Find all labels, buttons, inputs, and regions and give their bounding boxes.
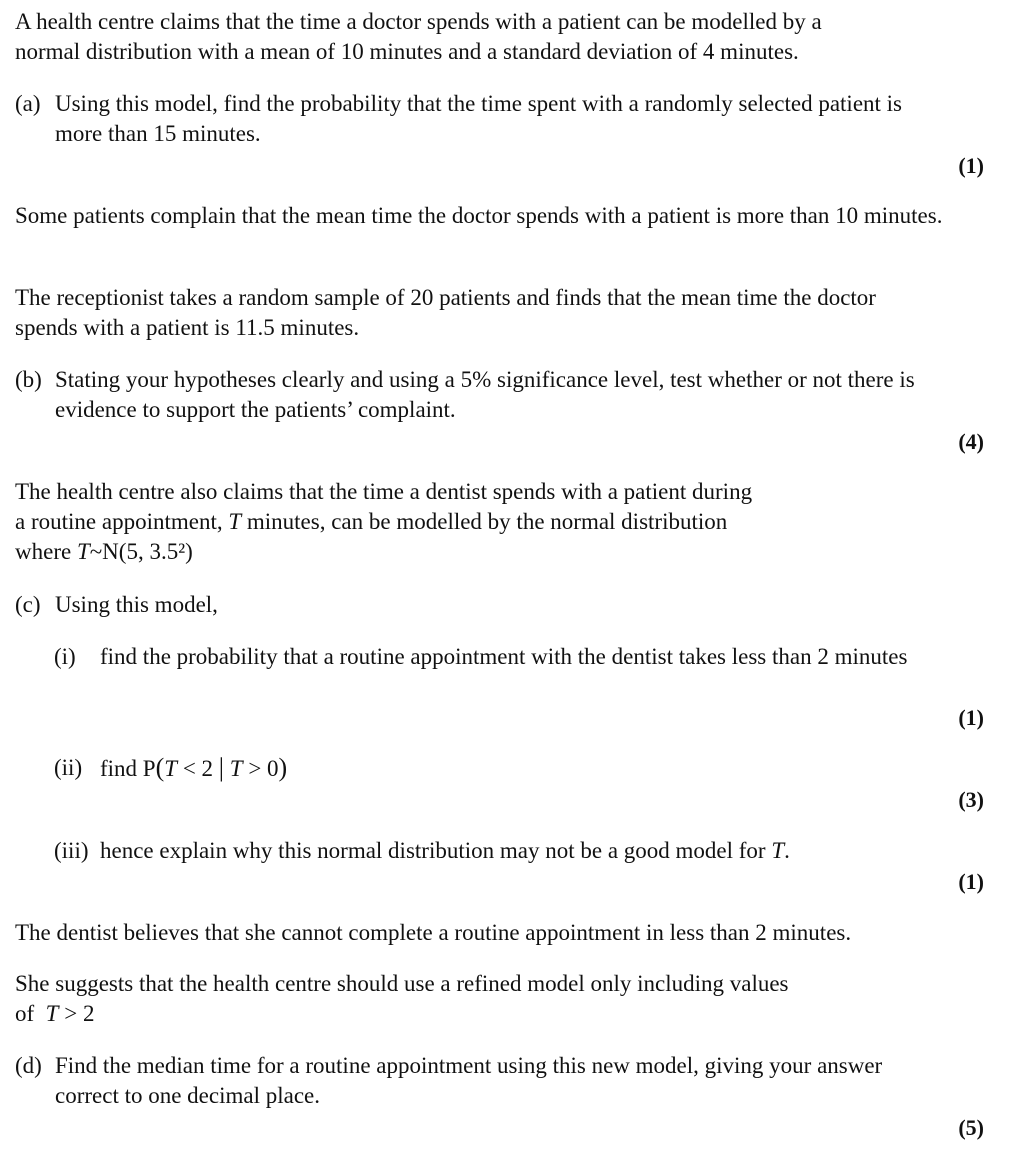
part-a-label: (a) — [15, 91, 41, 116]
part-b-label: (b) — [15, 367, 42, 392]
part-c-iii-text: hence explain why this normal distribution may not be a good model for T. — [100, 838, 790, 863]
part-a-marks: (1) — [958, 153, 984, 178]
part-b-text: Stating your hypotheses clearly and using a 5% significance level, test whether or not there is evidence to support the patients’ complaint. — [55, 367, 915, 422]
intro-line-1: A health centre claims that the time a doctor spends with a patient can be modelled by a — [15, 9, 822, 34]
dentist-claim-line-3: where T~N(5, 3.5²) — [15, 539, 193, 564]
part-a-text: Using this model, find the probability that the time spent with a randomly selected patient is more than 15 minutes. — [55, 91, 903, 146]
part-d — [15, 1051, 925, 1111]
part-c-iii — [15, 836, 1005, 866]
belief-text: The dentist believes that she cannot complete a routine appointment in less than 2 minutes. — [15, 920, 852, 945]
part-a — [15, 89, 915, 149]
suggestion-line-1: She suggests that the health centre should use a refined model only including values — [15, 971, 789, 996]
part-c-i — [15, 642, 940, 672]
dentist-claim-line-1: The health centre also claims that the time a dentist spends with a patient during — [15, 479, 753, 504]
part-c-iii-marks: (1) — [958, 869, 984, 894]
complaint-paragraph — [15, 201, 950, 231]
part-c — [15, 590, 1005, 620]
part-c-ii-text: find P(T < 2 | T > 0) — [100, 753, 288, 782]
intro-line-2: normal distribution with a mean of 10 minutes and a standard deviation of 4 minutes. — [15, 39, 799, 64]
suggestion-paragraph — [15, 969, 1005, 1029]
part-c-label: (c) — [15, 592, 41, 617]
dentist-claim-paragraph — [15, 477, 1005, 567]
part-c-iii-label: (iii) — [54, 838, 89, 863]
part-d-marks: (5) — [958, 1115, 984, 1140]
part-c-i-marks: (1) — [958, 705, 984, 730]
suggestion-line-2: of T > 2 — [15, 1001, 95, 1026]
part-b-marks: (4) — [958, 429, 984, 454]
part-c-text: Using this model, — [55, 592, 218, 617]
complaint-text: Some patients complain that the mean time the doctor spends with a patient is more than 10 minutes. — [15, 203, 943, 228]
part-d-label: (d) — [15, 1053, 42, 1078]
part-c-ii — [15, 753, 1005, 784]
part-c-ii-label: (ii) — [54, 755, 83, 780]
part-c-i-text: find the probability that a routine appointment with the dentist takes less than 2 minutes — [100, 644, 908, 669]
sample-text: The receptionist takes a random sample of 20 patients and finds that the mean time the doctor spends with a patient is 11.5 minutes. — [15, 285, 876, 340]
part-d-text: Find the median time for a routine appointment using this new model, giving your answer correct to one decimal place. — [55, 1053, 883, 1108]
part-b — [15, 365, 925, 425]
dentist-claim-line-2: a routine appointment, T minutes, can be modelled by the normal distribution — [15, 509, 728, 534]
variable-t: T — [228, 509, 242, 534]
intro-paragraph — [15, 7, 1005, 67]
belief-paragraph — [15, 918, 1005, 948]
sample-paragraph — [15, 283, 935, 343]
part-c-i-label: (i) — [54, 644, 76, 669]
variable-t: T — [76, 539, 90, 564]
part-c-ii-marks: (3) — [958, 787, 984, 812]
